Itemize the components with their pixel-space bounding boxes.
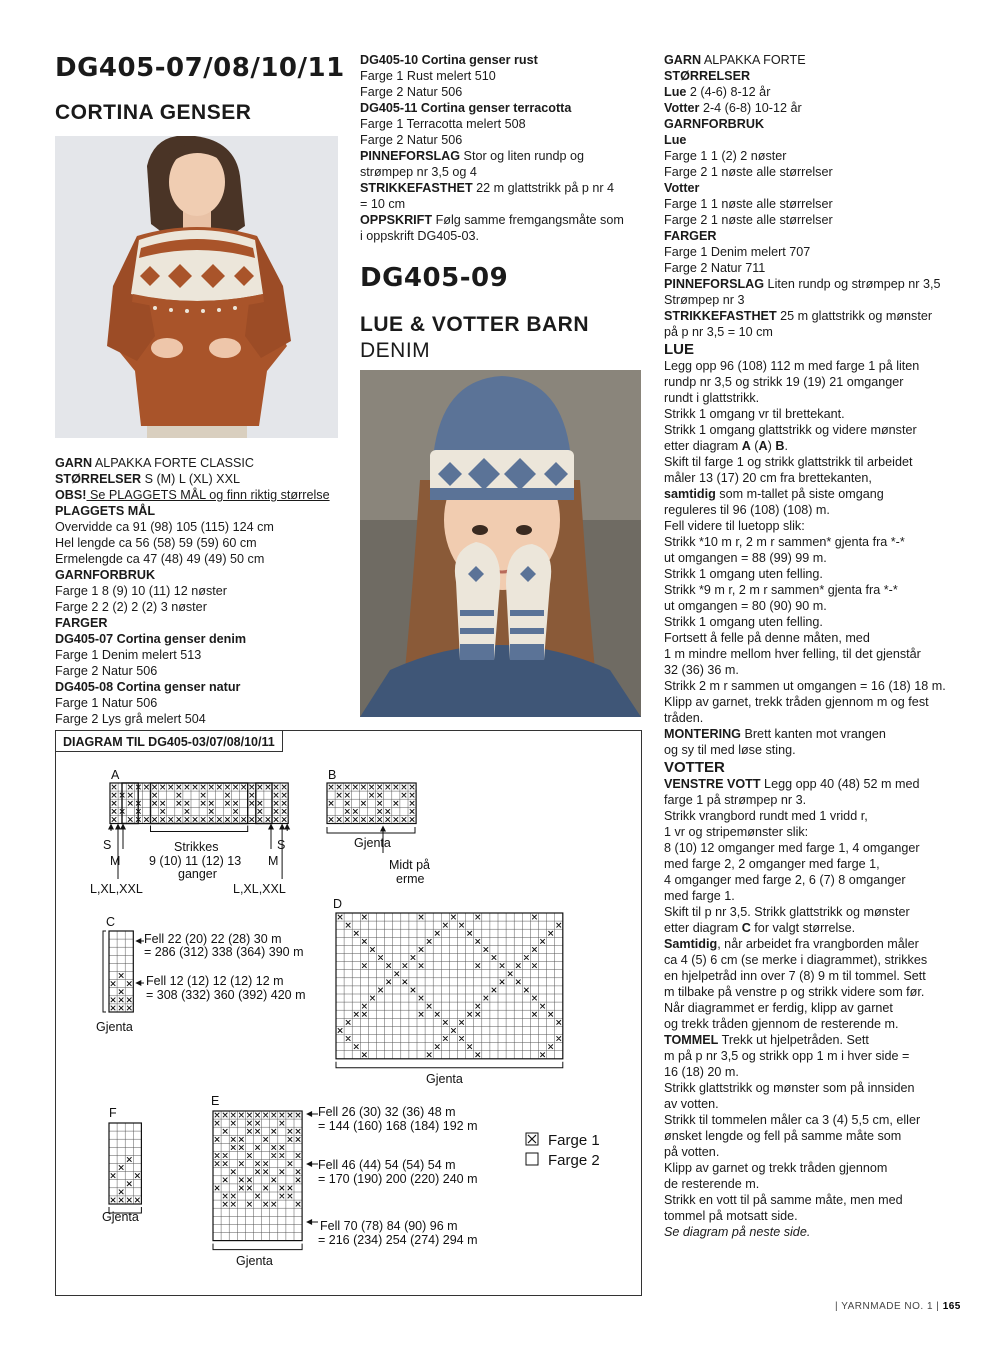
legend-farge1-label: Farge 1 [548,1132,600,1149]
chart-b [327,783,416,824]
instruction-line: ca 4 (5) 6 cm (se merke i diagrammet), strikkes [664,953,928,967]
pattern-title: DG405-07/08/10/11 [55,53,345,83]
chart-c-fell1a: Fell 22 (20) 22 (28) 30 m [144,932,282,946]
magazine-name: | YARNMADE NO. 1 | [835,1301,940,1312]
instruction-line: Strikk *9 m r, 2 m r sammen* gjenta fra *-* [664,583,898,597]
chart-a-arrow-l-left-head [115,824,121,830]
chart-f [109,1123,141,1204]
diagram-label: DIAGRAM TIL DG405-03/07/08/10/11 [55,730,283,752]
instruction-line: tommel på motsatt side. [664,1209,798,1223]
instruction-line: GARN ALPAKKA FORTE [664,53,806,67]
instruction-line: Strømpep nr 3 [664,293,745,307]
chart-e-fell3-arrow-head [306,1219,312,1225]
chart-a-size-l-right: L,XL,XXL [233,882,286,896]
instruction-line: m på p nr 3,5 og strikk opp 1 m i hver side = [664,1049,910,1063]
chart-a-size-l-left: L,XL,XXL [90,882,143,896]
legend-cross-icon [528,1135,536,1143]
chart-f-gjenta: Gjenta [102,1210,139,1224]
instruction-line: 4 omganger med farge 2, 6 (7) 8 omganger [664,873,906,887]
instruction-line: Samtidig, når arbeidet fra vrangborden måler [664,937,919,951]
chart-e-letter: E [211,1094,220,1108]
instruction-line: tråden. [664,711,704,725]
instruction-section-heading: VOTTER [664,759,725,776]
chart-d-gridlines [336,913,563,1059]
instruction-line: Strikk *10 m r, 2 m r sammen* gjenta fra *-* [664,535,905,549]
chart-b-border [327,783,416,824]
instruction-line: 8 (10) 12 omganger med farge 1, 4 omganger [664,841,920,855]
column-middle-specs [360,52,645,244]
instruction-line: etter diagram A (A) B. [664,439,788,453]
spec-line: Farge 1 Rust melert 510 [360,69,496,83]
instruction-line: en hjelpetråd inn over 7 (8) 9 m til tommel. Sett [664,969,926,983]
instruction-line: Strikk 1 omgang uten felling. [664,567,823,581]
spec-line: OPPSKRIFT Følg samme fremgangsmåte som [360,213,624,227]
instruction-line: måler 13 (17) 20 cm fra brettekanten, [664,471,872,485]
chart-e-repeat-bracket [213,1244,302,1250]
instruction-line: m tilbake på venstre p og strikk videre som før. [664,985,925,999]
instruction-line: Farge 1 1 (2) 2 nøster [664,149,787,163]
chart-c-letter: C [106,915,116,929]
instruction-line: rundt i glattstrikk. [664,391,760,405]
instruction-line: FARGER [664,229,717,243]
chart-d-gjenta: Gjenta [426,1072,463,1086]
kids-pattern-title: DG405-09 [360,263,509,293]
instruction-line: Fell videre til luetopp slik: [664,519,805,533]
instruction-line: etter diagram C for valgt størrelse. [664,921,856,935]
instruction-line: Strikk 1 omgang vr til brettekant. [664,407,845,421]
hat-mittens-photo [360,370,641,717]
instruction-line: Strikk 1 omgang uten felling. [664,615,823,629]
instruction-line: reguleres til 96 (108) (108) m. [664,503,830,517]
instruction-line: 32 (36) 36 m. [664,663,739,677]
page-number: 165 [942,1301,961,1312]
instruction-line: Klipp av garnet, trekk tråden gjennom m og fest [664,695,929,709]
instruction-line: de resterende m. [664,1177,760,1191]
instruction-line: Fortsett å felle på denne måten, med [664,631,870,645]
chart-e [213,1111,302,1241]
chart-a-ganger: ganger [178,867,217,881]
spec-line: Overvidde ca 91 (98) 105 (115) 124 cm [55,520,274,534]
spec-line: PLAGGETS MÅL [55,504,156,518]
knitting-charts [56,731,643,1297]
instruction-line: PINNEFORSLAG Liten rundp og strømpep nr 3,5 [664,277,941,291]
spec-line: DG405-08 Cortina genser natur [55,680,241,694]
instruction-note: Se diagram på neste side. [664,1225,811,1239]
instruction-line: Strikk 1 omgang glattstrikk og videre mønster [664,423,917,437]
chart-a-size-m-left: M [110,854,121,868]
chart-a-arrow-l-right-head [279,824,285,830]
spec-line: Ermelengde ca 47 (48) 49 (49) 50 cm [55,552,265,566]
spec-line: Farge 1 Terracotta melert 508 [360,117,526,131]
chart-d-letter: D [333,897,343,911]
column-middle-titles [360,262,645,364]
chart-d-repeat-bracket [336,1062,563,1068]
spec-line: DG405-07 Cortina genser denim [55,632,247,646]
chart-c-fell1b: = 286 (312) 338 (364) 390 m [144,945,304,959]
spec-line: GARN ALPAKKA FORTE CLASSIC [55,456,255,470]
chart-a-arrow-s-right-head [284,824,290,830]
chart-c-fell2-arrow-head [135,980,141,986]
instruction-line: 16 (18) 20 m. [664,1065,739,1079]
spec-line: OBS! Se PLAGGETS MÅL og finn riktig størrelse [55,488,330,502]
chart-e-fell2a: Fell 46 (44) 54 (54) 54 m [318,1158,456,1172]
instruction-line: Legg opp 96 (108) 112 m med farge 1 på liten [664,359,920,373]
chart-a-ganger-count: 9 (10) 11 (12) 13 [149,854,242,868]
spec-line: Farge 1 Natur 506 [55,696,158,710]
instruction-line: på p nr 3,5 = 10 cm [664,325,773,339]
spec-line: Hel lengde ca 56 (58) 59 (59) 60 cm [55,536,257,550]
instruction-line: Klipp av garnet og trekk tråden gjennom [664,1161,888,1175]
instruction-line: Farge 2 Natur 711 [664,261,766,275]
chart-b-middle-arrow-head [380,826,386,832]
chart-b-repeat-bracket [327,827,415,833]
chart-b-gridlines [327,783,416,824]
chart-c [109,931,133,1012]
chart-b-gjenta: Gjenta [354,836,391,850]
instruction-line: TOMMEL Trekk ut hjelpetråden. Sett [664,1033,869,1047]
chart-c-fell2a: Fell 12 (12) 12 (12) 12 m [146,974,284,988]
chart-c-gjenta: Gjenta [96,1020,133,1034]
spec-line: PINNEFORSLAG Stor og liten rundp og [360,149,584,163]
spec-line: Farge 2 Natur 506 [55,664,158,678]
instruction-line: Strikk vrangbord rundt med 1 vridd r, [664,809,868,823]
chart-e-fell1a: Fell 26 (30) 32 (36) 48 m [318,1105,456,1119]
chart-e-fell1b: = 144 (160) 168 (184) 192 m [318,1119,478,1133]
instruction-line: med farge 2, 2 omganger med farge 1, [664,857,880,871]
kids-pattern-color: DENIM [360,339,431,362]
instruction-line: farge 1 på strømpep nr 3. [664,793,807,807]
chart-f-letter: F [109,1106,117,1120]
instruction-line: 1 m mindre mellom hver felling, til det gjenstår [664,647,921,661]
chart-e-fell2-arrow-head [306,1161,312,1167]
instruction-line: Strikk en vott til på samme måte, men med [664,1193,903,1207]
sweater-photo [55,136,338,438]
chart-a-size-s-left: S [103,838,112,852]
instruction-line: Lue [664,133,687,147]
instruction-line: samtidig som m-tallet på siste omgang [664,487,884,501]
instruction-section-heading: LUE [664,341,694,358]
chart-c-repeat-bracket [103,931,106,1012]
chart-c-crosses [111,973,132,1010]
chart-e-gjenta: Gjenta [236,1254,273,1268]
column-left [55,52,345,126]
spec-line: Farge 2 Lys grå melert 504 [55,712,206,726]
instruction-line: MONTERING Brett kanten mot vrangen [664,727,886,741]
instruction-line: Votter [664,181,700,195]
spec-line: Farge 1 8 (9) 10 (11) 12 nøster [55,584,227,598]
diagram-box [55,730,642,1296]
chart-c-fell2b: = 308 (332) 360 (392) 420 m [146,988,306,1002]
instruction-line: VENSTRE VOTT Legg opp 40 (48) 52 m med [664,777,920,791]
chart-a-arrow-s-left-head [108,824,114,830]
instruction-line: 1 vr og stripemønster slik: [664,825,809,839]
instruction-line: STØRRELSER [664,69,751,83]
chart-d [336,913,563,1059]
chart-c-fell1-arrow-head [135,938,141,944]
kids-pattern-subtitle: LUE & VOTTER BARN [360,313,589,336]
instruction-line: Lue 2 (4-6) 8-12 år [664,85,771,99]
chart-a-arrow-m-left-head [120,824,126,830]
instruction-line: Strikk 2 m r sammen ut omgangen = 16 (18) 18 m. [664,679,946,693]
instruction-line: ut omgangen = 88 (99) 99 m. [664,551,827,565]
spec-line: FARGER [55,616,108,630]
instruction-line: Skift til farge 1 og strikk glattstrikk til arbeidet [664,455,913,469]
instruction-line: Farge 1 1 nøste alle størrelser [664,197,833,211]
chart-b-crosses [329,785,415,822]
legend-farge2-box [526,1153,538,1165]
instruction-line: ut omgangen = 80 (90) 90 m. [664,599,827,613]
instruction-line: Strikk til tommelen måler ca 3 (4) 5,5 cm, eller [664,1113,921,1127]
column-left-specs [55,455,345,727]
chart-a-arrow-m-right-head [268,824,274,830]
chart-f-gridlines [109,1123,141,1204]
instruction-line: og trekk tråden gjennom de resterende m. [664,1017,899,1031]
spec-line: STRIKKEFASTHET 22 m glattstrikk på p nr 4 [360,181,615,195]
chart-a-repeat-bracket [151,826,248,832]
spec-line: = 10 cm [360,197,406,211]
chart-b-midt1: Midt på [389,858,430,872]
instruction-line: med farge 1. [664,889,735,903]
spec-line: DG405-10 Cortina genser rust [360,53,538,67]
instruction-line: rundp nr 3,5 og strikk 19 (19) 21 omganger [664,375,904,389]
chart-a-size-s-right: S [277,838,286,852]
instruction-line: GARNFORBRUK [664,117,765,131]
spec-line: DG405-11 Cortina genser terracotta [360,101,572,115]
spec-line: strømpep nr 3,5 og 4 [360,165,477,179]
chart-a [110,783,288,824]
page-footer [835,1301,961,1312]
instruction-line: på votten. [664,1145,720,1159]
chart-e-fell3b: = 216 (234) 254 (274) 294 m [318,1233,478,1247]
chart-b-midt2: erme [396,872,425,886]
pattern-subtitle: CORTINA GENSER [55,101,252,124]
instruction-line: Farge 2 1 nøste alle størrelser [664,165,833,179]
chart-e-fell1-arrow-head [306,1111,312,1117]
instruction-line: av votten. [664,1097,719,1111]
spec-line: STØRRELSER S (M) L (XL) XXL [55,472,240,486]
spec-line: Farge 1 Denim melert 513 [55,648,202,662]
instruction-line: Skift til p nr 3,5. Strikk glattstrikk og mønster [664,905,910,919]
chart-a-letter: A [111,768,120,782]
chart-a-strikkes: Strikkes [174,840,219,854]
legend-farge2-label: Farge 2 [548,1152,600,1169]
chart-b-letter: B [328,768,337,782]
chart-e-fell2b: = 170 (190) 200 (220) 240 m [318,1172,478,1186]
spec-line: Farge 2 Natur 506 [360,85,463,99]
column-right-instructions [664,52,949,1240]
instruction-line: Votter 2-4 (6-8) 10-12 år [664,101,802,115]
spec-line: Farge 2 Natur 506 [360,133,463,147]
chart-e-fell3a: Fell 70 (78) 84 (90) 96 m [320,1219,458,1233]
instruction-line: Farge 1 Denim melert 707 [664,245,811,259]
spec-line: GARNFORBRUK [55,568,156,582]
spec-line: Farge 2 2 (2) 2 (2) 3 nøster [55,600,207,614]
instruction-line: ønsket lengde og fell på samme måte som [664,1129,902,1143]
spec-line: i oppskrift DG405-03. [360,229,479,243]
chart-a-size-m-right: M [268,854,279,868]
instruction-line: Når diagrammet er ferdig, klipp av garnet [664,1001,893,1015]
instruction-line: STRIKKEFASTHET 25 m glattstrikk og mønster [664,309,933,323]
instruction-line: Strikk glattstrikk og mønster som på innsiden [664,1081,915,1095]
instruction-line: Farge 2 1 nøste alle størrelser [664,213,833,227]
instruction-line: og sy til med løse sting. [664,743,796,757]
